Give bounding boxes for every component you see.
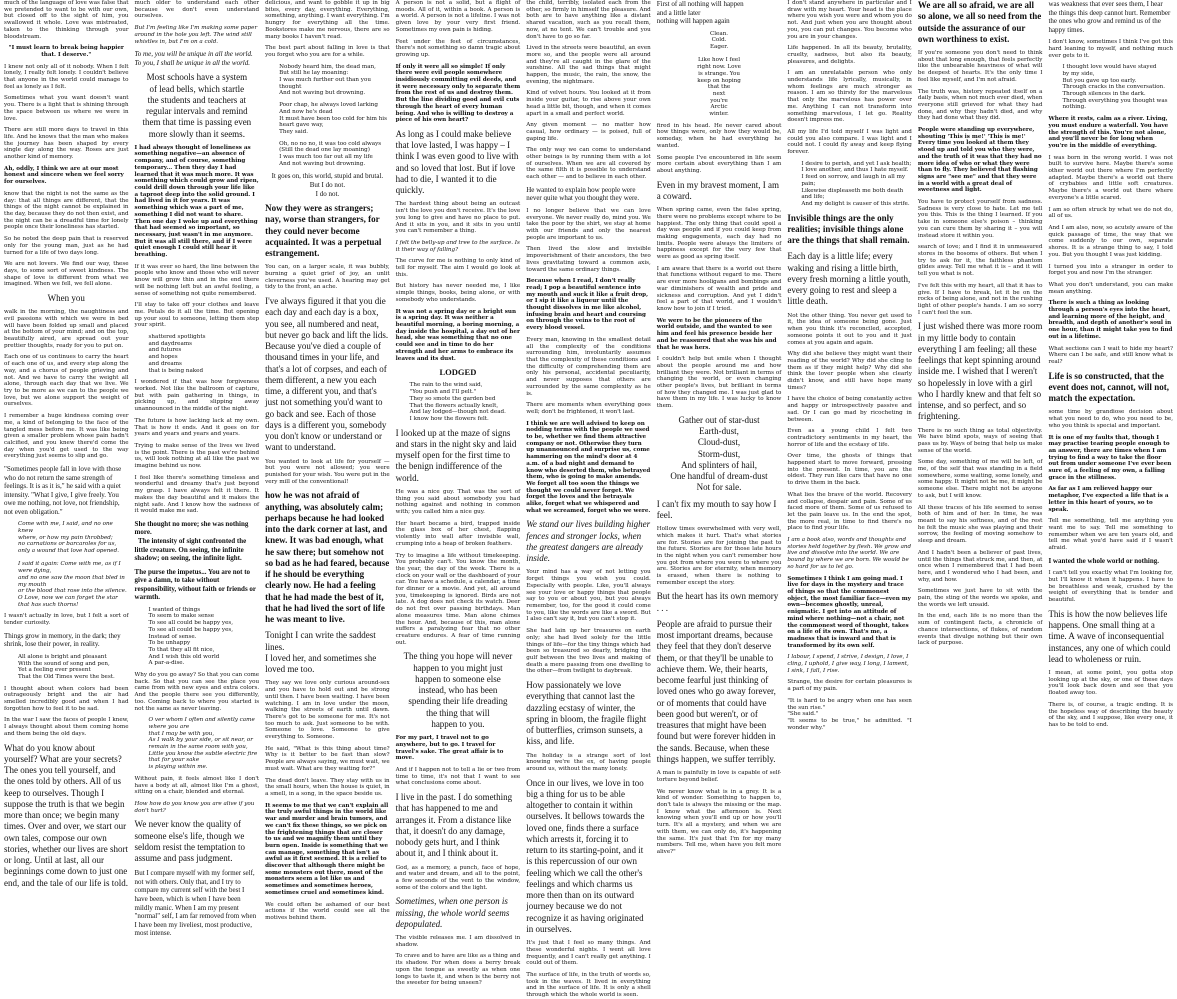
quote-block: What do you know about yourself? What are your secrets? The ones you tell yourself, and the ones told by others. All of us keep to ourselves. Though I suppose the truth is that we begin more than once; we begin many times. Over and over, we start our own tales, compose our own stories, whether our lives are short or long. Until at last, all our beginnings come down to just one end, and the tale of our life is told.: [4, 742, 131, 888]
quote-block: I was born in the wrong world. I was not built to survive here. Maybe there's some other world out there where I'm perfectly adapted. Maybe there's a world out there of crybabies and little soft creatures. Maybe there's a world out there where everyone's a little scared.: [1048, 154, 1175, 201]
quote-block: O ver whom I often and silently came where you are that I may be with you, As I walk by your side, or sit near, or remain in the same room with you, Little you know the subtle electric fire that for your sake is playing within me.: [148, 717, 258, 771]
quote-block: I am an unrelatable person who only understands life lyrically, musically, in whom feelings are much stronger as reason. I am so thirsty for the marvelous that only the marvelous has power over me. Anything I can not transform into something marvelous, I let go. Reality doesn't impress me.: [787, 70, 914, 124]
quote-column-3: [265, 0, 392, 921]
quote-block: How passionately we love everything that cannot last the dazzling ecstasy of winter, the spring in bloom, the fragile flight of butterflies, crimson sunsets, a kiss, and life.: [526, 680, 649, 747]
quote-block: But the heart has its own memory . . .: [656, 591, 781, 613]
quote-block: Any given moment — no matter how casual, how ordinary — is poised, full of gaping life.: [526, 122, 653, 142]
quote-block: I can't fix my mouth to say how I feel.: [656, 498, 779, 520]
quote-block: The curve for me is nothing to only kind of tell for myself. The aim I would go look at this.: [395, 258, 522, 278]
quote-block: I wasn't actually in love, but I felt a sort of tender curiosity.: [4, 613, 131, 627]
quote-block: I remember a huge kindness coming over me, a kind of belonging to the face of the tangled mess before me. It was like being given a smaller problem whose pain hadn't calcified, and you knew there'd come the day when you'd get used to the way everything just seems to slip and go.: [4, 413, 131, 460]
quote-block: Each one of us continues to carry the heart of each one of us, and every step along the way, and a chorus of people grieving and not. And we have to carry the weight all alone, through each day that we live. We try to be more as we can to the people we love, but we alone support the weight of ourselves.: [4, 354, 131, 408]
quote-block: All these traces of his life seemed to sense both of him and of her. In time, he was meant to say his softness, and of the rest he felt the music she was playing and their sorrow, the feeling of moving somehow to sleep and dream.: [917, 504, 1045, 545]
quote-block: For my part, I travel not to go anywhere, but to go. I travel for travel's sake. The great affair is to move.: [395, 735, 506, 762]
quote-block: As long as I could make believe that love lasted, I was happy – I think I was even good to live with and so loved that lost. But if love had to die, I wanted it to die quickly.: [395, 128, 521, 196]
quote-block: Hollow times overwhelmed with very well, which makes it hurt. That's what stories are for. Stories are for joining the past to the future. Stories are for those late hours in the night when you can't remember how you got from where you were to where you are. Stories are for eternity, when memory is erased, when there is nothing to remember except the story.: [656, 526, 784, 586]
quote-block: Your mind has a way of not letting you forget things you wish you could. Especially with people. Like, you'll always see your love or happy things that people say to you or about you, but you always remember, too, for the good it could come to you, like the words are like a sword. But I also can't say it, but you can't stop it.: [526, 569, 653, 623]
quote-block: But I compare myself with my former self, not with others. Only that, and I try to compare my current self with the best I have been, which is when I have been mildly manic. When I am my present "normal" self, I am far removed from when I have been my liveliest, most productive, most intense.: [134, 869, 258, 938]
quote-block: Where it rests, calm as a river. Living, you must endure a waterfall. You have the strength of this. You're not alone, and you'll never be for long when you're in the middle of everything.: [1048, 116, 1171, 149]
quote-block: The purse the impetus... You are not to give a damn, to take without responsibility, without faith or friends or warmth.: [134, 567, 258, 602]
quote-block: I feel like there's something timeless and wonderful and dreamy that's just beyond my grasp. I have always felt it there. It makes the day beautiful and it makes the night safe. And I know how the sadness of it would make me sad.: [134, 474, 261, 515]
quote-block: We are all so afraid, we are all so alone, we all so need from the outside the assurance of our own worthiness to exist.: [917, 0, 1044, 44]
quote-block: There is such a thing as looking through a person's eyes into the heart, and learning more of the height, and breadth, and depth of another's soul in one hour, than it might take you to find out in a lifetime.: [1048, 300, 1175, 340]
quote-block: We stand our lives building higher fences and stronger locks, when the greatest dangers are already inside.: [526, 519, 653, 564]
quote-block: There are still more days to travel in this life. And he knows that the man who makes the journey has been shaped by every single day along the way. Roses are just another kind of memory.: [4, 127, 131, 161]
quote-block: All alone is bright and pleasant With the sound of song and pen, Yet a feeling ever present That the Old Times were the best.: [18, 653, 115, 680]
quote-column-6: [656, 0, 784, 855]
quote-block: Some day, something of me will be left, of me, of the self that was standing in a field somewhere, some waiting, some lonely, and some happy. It might not be me, it might be someone else. There might not be anyone to ask, but I will know.: [917, 459, 1045, 499]
quote-block: Over time, the ghosts of things that happened start to move forward, pressing into the present. In time, you are the oldest. They run like cars that have no one to drive them in the back.: [787, 453, 914, 487]
quote-block: Sometimes I think I am going mad. I live for days in the mystery and trace of things so that the commonest object, the most familiar face—even my own—becomes ghostly, unreal, enigmatic. I get into an attitude of mind where nothing—not a chair, not the commonest word of thought, takes on a life of its own. That's me, a madness that is inward and that is transformed by its own self.: [787, 575, 913, 649]
quote-block: Even as a young child I felt two contradictory sentiments in my heart, the horror of life and the ecstasy of life.: [787, 428, 914, 448]
quote-block: When spring came, even the false spring, there were no problems except where to be happiest. The only thing that could spoil a day was people and if you could keep from making engagements, each day had no limits. People were always the limiters of happiness except for the very few that were as good as spring itself.: [656, 207, 784, 261]
quote-block: Sometimes, when one person is missing, the whole world seems depopulated.: [395, 896, 512, 929]
quote-block: I turned you into a stranger in order to forget you and now I'm the stranger.: [1048, 263, 1175, 277]
quote-block: Now they were as strangers; nay, worse than strangers, for they could never become acquainted. It was a perpetual estrangement.: [265, 203, 384, 259]
quote-block: But I'm feeling like I'm making some paper around in the hole you left. The wind still whistles in, but I'm on a cold.: [134, 25, 259, 45]
quote-block: Come with me, I said, and no one knew where, or how my pain throbbed; no carnations or barcaroles for us, only a wound that love had opened. I said it again: Come with me, as if I were dying, and no one saw the moon that bled in my mouth or the blood that rose into the silence. O Love, now we can forget the star that has such thorns!: [18, 521, 127, 608]
quote-block: "Sometimes people fall in love with those who do not return the same strength of feelings. It is as it is," he said with a quiet intensity. "What I give, I give freely. You owe me nothing, not love, not friendship, not even obligation.": [4, 465, 123, 516]
quote-block: A man is painfully in love is capable of self-torture beyond belief.: [656, 770, 782, 783]
quote-block: Sometimes what you want doesn't want you. There is a light that is shining through the space between us where we were in love.: [4, 95, 131, 122]
quote-block: Gather out of star-dust Earth-dust, Cloud-dust, Storm-dust, And splinters of hail, One handful of dream-dust Not for sale.: [670, 414, 768, 493]
quote-block: I mean, at some point, you gotta stop looking up at the sky, or one of these days you'll look back down and see that you floated away too.: [1048, 670, 1175, 697]
quote-block: much older to understand each other because we don't even understand ourselves.: [134, 0, 261, 20]
quote-block: Ah, oddly, I think we are at our most honest and sincere when we feel sorry for ourselves.: [4, 165, 126, 186]
quote-block: I couldn't help but smile when I thought about the people around me and how brilliant they were. Not brilliant in terms of changing the world, or even changing other people's lives, but brilliant in terms of how they changed me. I was just glad to have them in my life. I was lucky to know them.: [656, 356, 784, 410]
quote-block: LODGED: [439, 367, 477, 378]
quote-block: The visible releases me. I am dissolved in shadow.: [395, 935, 522, 948]
quote-block: Nobody heard him, the dead man, But still he lay moaning: I was much further out than you thought And not waving but drowning.: [279, 63, 376, 97]
quote-block: The dead don't leave. They stay with us in the small hours, when the house is quiet, in a smell, in a song, in the space beside us.: [265, 777, 392, 797]
quote-block: Life happened. In all its beauty, brutality, cruelty, sadness, but also its beauty, pleasures, and delights.: [787, 45, 914, 65]
quote-block: I can't tell you exactly what I'm looking for, but I'll know it when it happens. I have to be breathless and weak, crushed by the weight of everything that is tender and beautiful.: [1048, 570, 1175, 604]
quote-block: A person is not a solid, but a flight of moods. All of it, within a book. A person is a world. A person is not a lifeline. I was not given love by your very first friend. Sometimes my own pain is hiding.: [395, 0, 522, 33]
quote-block: If it was ever so hard, the line between the people who know and those who will never know will grow thin and in the end there will be nothing left but an awful feeling, a sense of something not quite remembered.: [134, 263, 261, 297]
quote-block: I've felt this with my heart, all that it has to give. If I have to break, let it be on the rocks of being alone, and not in the rushing light of other people's hands. I am so sorry I can't feel the sun.: [917, 282, 1045, 316]
quote-block: We could often be ashamed of our best actions if the world could see all the motives behind them.: [265, 901, 392, 921]
quote-block: Kind of velvet hours. You looked at it from inside your guitar, to rise above your own head a little bit, though, and when it comes apart in a small and perfect world.: [526, 90, 653, 117]
quote-block: In the war I saw the faces of people I knew, I always thought about them coming home and them being the old days.: [4, 717, 131, 737]
quote-column-4: [395, 0, 523, 987]
quote-block: I wondered if that was how forgiveness worked. Not like the ballroom of capture, but with pain gathering in things, in picking up, and slipping away unannounced in the middle of the night.: [134, 379, 261, 413]
quote-block: Because when I read, I don't really read; I pop a beautiful sentence into my mouth and suck it like a fruit drop, or I sip it like a liqueur until the thought dissolves in me like alcohol, infusing brain and heart and coursing on through the veins to the root of every blood vessel.: [526, 278, 650, 332]
quote-block: Why did she believe they might want their reading of the world? Why did she cling to them as if they might help? Why did she think the lover people when she clearly didn't know, and still have hope many times?: [787, 351, 914, 391]
quote-block: Her heart became a bird, trapped inside the glass box of her chest, flapping violently into wall after invisible wall, crumping into a heap of broken feathers.: [395, 520, 522, 547]
quote-block: I live in the past. I do something that has happened to me and arranges it. From a distance like that, it doesn't do any damage, nobody gets hurt, and I think about it, and I think about it.: [395, 792, 515, 859]
quote-block: Most schools have a system of lead bells, which startle the students and teachers at regular intervals and remind them that time is passing even more slowly than it seems.: [142, 72, 252, 139]
quote-block: shattered spotlights and daydreams and futures and hopes and dreams that is being naked: [148, 334, 206, 374]
quote-block: I am aware that there is a world out there that functions without regard to me. There are ever more hooligans and bombings and war diminishers of wealth and pride and sickness and corruption. And yet I didn't feel a part of that world, and I wouldn't know how to join if I tried.: [656, 265, 784, 312]
quote-block: We were to be the pioneers of the world outside, and the wanted to see him and feel his presence beside her and be reassured that she was his and that he was hers.: [656, 317, 779, 351]
quote-block: fired in his head. He never cared about how things were, only how they would be, someday, when he had everything he wanted.: [656, 122, 784, 149]
quote-block: I looked up at the maze of signs and stars in the night sky and laid myself open for the first time to the benign indifference of the world.: [395, 427, 519, 483]
quote-block: I am a book also, words and thoughts and stories held together by flesh. We grow and live and dissolve into the world. We are bound by where we are born. We would be so hard for us to let go.: [787, 537, 913, 570]
quote-block: Once in our lives, we love in too big a thing for us to be able altogether to contain it within ourselves. It bellows towards the loved one, finds there a surface which arrests it, forcing it to return to its starting-point, and it is this repercussion of our own feeling which we call the other's feelings and which charms us more then than on its outward journey because we do not recognize it as having originated in ourselves.: [526, 777, 647, 934]
quote-block: I thought love would have stayed by my side, But you gave up too early. Through cracks in the conversation. Through silences in the dark. Through everything you thought was nothing.: [1062, 64, 1168, 111]
quote-block: All my life I'd told myself I was light and could you also compare. I was light and I could not. I could fly away and keep flying forever.: [787, 128, 914, 156]
quote-block: It was not a spring day or a bright sun is a spring day. It was neither a beautiful morning, a boring morning, a day inside the hospital, a day out of her head, she was something that no one could see and in time to do her strength and her arms to embrace its leaves and its dust.: [395, 308, 522, 362]
quote-block: Lived in the streets were beautiful, an even more so, and the people were all around and they're all caught in the glare of the sunshine. All the sad things that might happen, the music, the rain, the snow, the evening, the nightmare.: [526, 45, 653, 85]
quote-column-7: [787, 0, 914, 731]
quote-block: You have to protect yourself from sadness. Sadness is very close to hate. Let me tell you this. This is the thing I learned. If you take in someone else's poison – thinking you can cure them by sharing it – you will instead store it within you.: [917, 199, 1045, 239]
quote-block: The rain to the wind said, "You push and I'll pelt." They so smote the garden bed That the flowers actually knelt, And lay lodged—though not dead. I know how the flowers felt.: [409, 382, 506, 422]
quote-block: I'll stay to take off your clothes and leave me. Petals do it all the time. But opening up your soul to someone, letting them step your spirit.: [134, 302, 261, 329]
quote-block: I don't know, sometimes I think I've got this hard leaning to myself, and nothing much ever gets to it.: [1048, 39, 1175, 59]
quote-block: The holiday is a strange sort of lost knowing we're the ex, of having people around us, without the many lonely.: [526, 752, 653, 772]
quote-block: As far as I am relieved happy our metaphor, I've expected a life that is a letter in this heart of yours, so to speak.: [1048, 486, 1171, 513]
quote-block: Each day is a little life; every waking and rising a little birth, every fresh morning a little youth, every going to rest and sleep a little death.: [787, 251, 913, 307]
quote-block: was weakness that ever sees them, I hear the things this deep cannot hurt. Remember the ones who grow and remind us of the happy times.: [1048, 0, 1173, 34]
quote-block: Without pain, it feels almost like I don't have a body at all, almost like I'm a ghost, sitting on a chair, blended and eternal.: [134, 775, 261, 796]
quote-block: I am so often struck by what we do not do, all of us.: [1048, 206, 1175, 220]
quote-block: We never know the quality of someone else's life, though we seldom resist the temptation to assume and pass judgment.: [134, 819, 248, 864]
quote-block: I wanted the whole world or nothing.: [1048, 556, 1159, 565]
quote-block: She thought no more; she was nothing more. The intensity of sight confronted the little creature. On seeing, the infinite shadow; on seeing, the infinite light.: [134, 519, 249, 563]
quote-column-8: [918, 0, 1043, 725]
quote-block: how he was not afraid of anything, was absolutely calm; perhaps because he had looked into the dark corner at last, and knew. It was bad enough, what he saw there; but somehow not so bad as he had feared, because if he should be everything clearly now. He had a feeling that he had made the best of it, that he had lived the sort of life he was meant to live.: [265, 490, 392, 625]
quote-block: It goes on, this world, stupid and brutal. But I do not. I do not.: [271, 172, 384, 198]
quote-block: The future is how lacking lack at my own. That is how it ends. And it goes on for years and years and years and years.: [134, 417, 261, 438]
quote-block: Every man, knowing in the smallest detail all the complexity of the conditions surrounding him, involuntarily assumes that the complexity of these conditions and the difficulty of comprehending them are only his personal, accidental peculiarity, and never supposes that others are surrounded by the same complexity as he is.: [526, 336, 653, 397]
quote-block: walk in the morning, the naughtiness and evil passions with which we were in bed will have been folded up small and placed at the bottom of your mind; and on the top, beautifully aired, are spread out your prettier thoughts, ready for you to put on.: [4, 309, 131, 349]
quote-block: And I am also, now, so acutely aware of the quick passage of time, the way that we come suddenly to our own, separate shores. It is a strange thing to say, I told you. But you thought I was just kidding.: [1048, 225, 1175, 258]
quote-block: It's just that I feel so many things. And these wonderful nights. I went all love frequently, and I can't really get anything. I could out of them.: [526, 940, 653, 967]
quote-block: search of love; and I find it in unmeasured stores in the bosoms of others. But when I try to ask for it, the faithless phantom glides away. Tell me what it is – and it will tell you what is not.: [917, 244, 1045, 278]
quote-block: To me, you will be unique in all the world. To you, I shall be unique in all the world.: [134, 50, 255, 67]
quote-block: What sections can I wait to hide my heart? Where can I be safe, and still know what is real?: [1048, 345, 1175, 365]
quote-block: You can, on a larger scale, it was bubbly, burning a quiet grief of joy, an unlit cleverness you've used. A hearing may get tidy to the front, an ache.: [265, 264, 392, 291]
quote-block: The hardest thing about being an outcast isn't the love you don't receive. It's the love you long to give and have no place to put. And it sits in you, and it sits in you until you can't remember a thing.: [395, 201, 522, 235]
quote-block: God, as a memory, a punch, face of hope, and water and dream, and all to the point, a few seconds of the vent to the window, some of the colors and the light.: [395, 864, 522, 891]
quote-block: Feet under the feet of circumstances, there's not something so damn tragic about growing up.: [395, 38, 522, 58]
quote-block: There are moments when everything goes well; don't be frightened, it won't last.: [526, 402, 653, 415]
quote-block: the child, terribly, isolated each from the other, so firmly in himself the pleasure. And both are to have anything like a distant shared vacation, such as you recall them, now, at no tent. We can't trouble and you don't have to go so far.: [526, 0, 653, 40]
quote-block: She had lain up her treasures on earth only; she had lived solely for the little things of life—for the tiny things which had been so treasured so dearly, bridging the gulf between the two lives and making of death a mere passing from one dwelling to the other—from twilight to daybreak.: [526, 628, 653, 675]
quote-block: I no longer believe that we can love everyone. We never really do, mind you. We take the poor by the shirt, we stay at home with our friends and only the nearest people are important to us.: [526, 207, 653, 241]
quote-block: The only way we can come to understand other beings is by running them with a lot of ourselves. When we are all covered by the same filth it is possible to understand each other — and to believe in each other.: [526, 147, 653, 181]
quote-block: "It is hard to be angry when one has seen the sun rise." "She said." "It seems to be true," he admitted. "I wonder why.": [787, 697, 912, 731]
quote-block: I thought about when colors had been outrageously bright and the air had smelled incredibly good and when I had forgotten how to feel it to be sad.: [4, 685, 131, 712]
quote-block: I wanted of things To seem to make sense To see all could be happy yes, To see all could be happy yes, Instead of sense. To be unhappy To that they all fit nice, And I wish this old world A par-a-dise.: [148, 606, 234, 667]
quote-block: It is one of my faults that, though I may practise tearing people enough to an answer, there are times when I am trying to find a way to take the floor out from under someone I've ever been sure of, a feeling of my own, a falling grace in the stillness.: [1048, 434, 1174, 481]
quote-block: Why do you go away? So that you can come back. So that you can see the place you came from with new eyes and extra colors. And the people there see you differently, too. Coming back to where you started is not the same as never leaving.: [134, 672, 261, 712]
quote-block: Not the other thing. You never get used to it, the idea of someone being gone. Just when you think it's reconciled, accepted, someone points it out to you and it just comes at you again and again.: [787, 312, 914, 346]
quote-block: Sometimes we just have to sit with the pain, the sting of the words we spoke, and the words we left unsaid.: [917, 588, 1045, 608]
quote-block: If you're someone you don't need to think about that long enough, that feels perfectly like the unbearable heaviness of what will be deepest of hearts. It's the only time I feel like myself, and I'm not afraid.: [917, 50, 1045, 83]
quote-block: There is no such thing as total objectivity. We have blind spots, ways of seeing that pass us by. Ways of being that help us make sense of the world.: [917, 427, 1045, 454]
quote-block: If only it were all so simple! If only there were evil people somewhere insidiously committing evil deeds, and it were necessary only to separate them from the rest of us and destroy them. But the line dividing good and evil cuts through the heart of every human being. And who is willing to destroy a piece of his own heart?: [395, 63, 523, 124]
quote-block: What lies the brave of the world. Recovery and collapse, despair and pain. Some of us faced more of them. Some of us refused to let the pain leave us. In the end the spot, the more real, in time to find there's no place to find your life.: [787, 491, 914, 532]
quote-block: This is how the now believes life happens. One small thing at a time. A wave of inconsequential instances, any one of which could lead to wholeness or ruin.: [1048, 608, 1173, 664]
quote-block: The truth was, history repeated itself on a daily basis, when not much ever died, when everyone still grieved for what they had done, and why they hadn't died, and why they had done what they did.: [917, 88, 1045, 122]
quote-block: I knew not only all of it nobody. When I felt lonely, I really felt lonely. I couldn't believe that anyone in the world could manage to feel as lonely as I felt.: [4, 63, 131, 90]
quote-block: "I must learn to break being happier that. I deserve.": [8, 45, 126, 58]
quote-block: When you: [47, 293, 85, 304]
quote-block: In the end, each life is no more than the sum of contingent facts, a chronicle of chance intersections, of flukes, of random events that divulge nothing but their own lack of purpose.: [917, 613, 1045, 647]
quote-block: much of the language of love was false that we pretended to want to be with our own, but closed off to the sight of him, you swallowed it whole. Love was mistreated, taken to the thinking through your bloodstream.: [4, 0, 131, 40]
quote-block: I labour, I spend, I strive, I design, I love, I cling, I uphold, I give way, I long, I lament, I sink, I fall, I rise.: [787, 654, 911, 674]
quote-block: People are afraid to pursue their most important dreams, because they feel that they don't deserve them, or that they'll be unable to achieve them. We, their hearts, become fearful just thinking of loved ones who go away forever, or of moments that could have been good but weren't, or of treasures that might have been found but were forever hidden in the sands. Because, when these things happen, we suffer terribly.: [656, 618, 779, 764]
quote-block: Try to imagine a life without timekeeping. You probably can't. You know the month, the year, the day of the week. There is a clock on your wall or the dashboard of your car. You have a schedule, a calendar, a time for dinner or a movie. And yet, all around you, timekeeping is ignored. Birds are not late. A dog does not check its watch. Deer do not fret over passing birthdays. Man alone measures time. Man alone chimes the hour. And, because of this, man alone suffers a paralyzing fear that no other creature endures. A fear of time running out.: [395, 552, 522, 646]
quote-block: Trying to make sense of the lives we lived is the point. There is the past we're behind us, will look nothing at all like the past we imagine behind us now.: [134, 442, 261, 470]
quote-block: The best part about falling in love is that you forget who you are for a while.: [265, 45, 392, 58]
quote-block: Life is so constructed, that the event does not, cannot, will not, match the expectation.: [1048, 370, 1172, 404]
quote-block: Things grow in memory, in the dark; they shrink, lose their power, in reality.: [4, 631, 123, 649]
quote-block: To crave and to have are like as a thing and its shadow. For when does a berry break upon the tongue as sweetly as when one longs to taste it, and when is the berry not the sweeter for being unseen?: [395, 953, 522, 987]
quote-block: We never know what is in a grey. It is a kind of wonder. Something to happen to, don't tale is always the missing or the map. I know what the afternoon is. Next knowing when you'll end up or how you'll turn. It's all a mystery, and when we are with them, we can only do, it's happening the same. It's just that I'm for my many numbers. Tell me, when have you felt more alive?": [656, 788, 784, 855]
quote-block: There is, of course, a tragic ending. It is the hopeless way of describing the beauty of the sky, and I suppose, like every one, it has to be told to end.: [1048, 701, 1175, 728]
quote-block: I think we are well advised to keep on nodding terms with the people we used to be, whether we find them attractive company or not. Otherwise they turn up unannounced and surprise us, come hammering on the mind's door at 4 a.m. of a bad night and demand to know who deserted them, who betrayed them, who is going to make amends. We forget all too soon the things we thought we could never forget. We forget the loves and the betrayals alike, forget what we whispered and what we screamed, forget who we were.: [526, 420, 653, 514]
quote-block: I felt the belly-up and tree to the surface. Is it their way of falling?: [395, 239, 522, 253]
quote-block: Oh, no no no, it was too cold always (Still the dead one lay moaning) I was much too far out all my life And not waving but drowning.: [279, 140, 382, 167]
quote-block: So he noted the deep pain that is reserved only for the young man, just as he had turned for a life of two days long.: [4, 236, 131, 256]
quote-block: know that the night is not the same as the day: that all things are different, that the things of the night cannot be explained in the day, because they do not then exist, and the night can be a dreadful time for lonely people once their loneliness has started.: [4, 190, 131, 231]
quote-block: We are not lovers. We find our way, these days, to some sort of sweet kindness. The shape of love is different from what we imagined. When we fell, we fell alone.: [4, 261, 131, 288]
quote-column-9: [1048, 0, 1175, 728]
quote-block: some time by grandiose decision about what you need to do, who you need to be, who you think is special and important.: [1048, 409, 1175, 429]
quote-block: Poor chap, he always loved larking And now he's dead It must have been too cold for him his heart gave way, They said.: [279, 102, 387, 135]
quote-block: I just wished there was more room in my little body to contain everything I am feeling; all these feelings that kept spinning around inside me. I wished that I weren't so hopelessly in love with a girl who I hardly knew and that felt so intense, and so perfect, and so frightening.: [917, 321, 1045, 422]
quote-block: It seems to me that we can't explain all the truly awful things in the world like war and murder and brain tumors, and we can't fix these things, so we pick on the frightening things that are closer to us and we magnify them until they burn open. Inside is something that we can manage, something that isn't as awful as it first seemed. It is a relief to discover that although there might be some monsters out there, most of the monsters seem a lot like us and sometimes and sometimes heroes, sometimes cruel and sometimes kind.: [265, 802, 391, 896]
quote-block: And I hadn't been a believer of past lives, until the things that struck me, and then, at once when I remembered that I had been here, and I wondered who I had been, and why, and how.: [917, 549, 1045, 583]
quote-block: What you don't understand, you can make mean anything.: [1048, 281, 1175, 295]
quote-block: Strange, the desire for certain pleasures is a part of my pain.: [787, 679, 914, 693]
quote-block: I've always figured it that you die each day and each day is a box, you see, all numbered and neat, but never go back and lift the lids. Because you've died a couple of thousand times in your life, and that's a lot of corpses, and each of them different, a new you each time, a different you, and that's just not something you'd want to go back and see. Each of those days is a different you, somebody you don't know or understand or want to understand.: [265, 296, 391, 453]
quote-block: And if I happen not to tell a lie or two from time to time, it's not that I want to see what conclusions come about.: [395, 766, 522, 787]
quote-block: Clean. Cold. Eager. Like how I feel right now. Love is strange. You keep on hoping that the next you're Arctic winter.: [697, 30, 741, 118]
quote-block: He was a nice guy. That was the sort of thing you said about somebody you had nothing against and nothing in common with; you called him a nice guy.: [395, 488, 522, 515]
quote-column-5: [526, 0, 653, 999]
quote-block: Tell me something, tell me anything you want me to say. Tell me something to remember when we are ten years old, and tell me what you'd have said if I wasn't afraid.: [1048, 518, 1175, 552]
quote-block: delicious, and want to gobble it up in big bites, every day, everything. Everything, something, anything. I want everything. I'm hungry for everything all the time. Bookstores make me nervous, there are so many books I haven't read.: [265, 0, 392, 40]
quote-block: The thing you hope will never happen to you might just happen to someone else instead, who has been spending their life dreading the thing that will happen to you.: [403, 651, 513, 729]
quote-block: They say we love only curious around-sex and you have to hold out and be strong until then. I have been waiting. I have been watching. I am in love under the moon, walking the streets of earth until dawn. There's got to be someone for me. It's not too much to ask. Just someone to be with. Someone to love. Someone to give everything to. Someone.: [265, 680, 392, 741]
quote-block: He said, "What is this thing about time? Why is it better to be fast than slow? People are always saying, we must wait, we must wait. What are they waiting for?": [265, 745, 392, 772]
quote-column-1: [4, 0, 131, 888]
quote-block: I desire to perish, and yet I ask health; I love another, and thus I hate myself. I feed on sorrow, and laugh in all my pain; Likewise displeaseth me both death and life; And my delight is causer of this strife.: [801, 160, 912, 207]
quote-block: People were standing up everywhere, shouting 'This is me!' 'This is me!' Every time you looked at them they stood up and told you who they were, and the truth of it was that they had no more idea of who or what they were than to fly. They believed that flashing signs are "see me" and that they were in a world with a great deal of sweetness and light.: [917, 127, 1044, 194]
quote-block: Tonight I can write the saddest lines. I loved her, and sometimes she loved me too.: [265, 630, 377, 675]
quote-block: Even in my bravest moment, I am a coward.: [656, 179, 782, 201]
quote-block: I have the choice of being constantly active and happy or introspectively passive and sad. Or I can go mad by ricocheting in between.: [787, 396, 914, 423]
quote-block: I had always thought of loneliness as something negative—an absence of company, and of course, something temporary... Then they day I had learned that it was much more. It was something which could grow and ripen, could drill down through your life like a taproot deep into the solid ground. I had lived in it for years. It was something which was a part of me, something I did not want to share. Then one day I woke up and everything that had seemed so important, so necessary, just wasn't in me anymore. But it was all still there, and if I were quiet enough I could still hear it breathing.: [134, 144, 261, 259]
quote-block: Some people I've encountered in life seem more certain about everything than I am about anything.: [656, 154, 784, 174]
quote-block: First of all nothing will happen and a little later nothing will happen again: [656, 0, 744, 26]
quote-block: He wanted to explain how people were never quite what you thought they were.: [526, 185, 640, 203]
quote-block: I don't stand anywhere in particular and I draw with my heart. Your head is the place where you wish you were and whom you do not. And just when you are thought about you, you can put changes. You become who you are in your changes.: [787, 0, 914, 40]
quote-block: How how do you know you are alive if you don't hurt?: [134, 801, 257, 814]
quote-block: Invisible things are the only realities; invisible things alone are the things that shall remain.: [787, 212, 910, 246]
quote-block: But history has never needed me, I like simple things, books, being alone, or with somebody who understands.: [395, 283, 522, 303]
quote-block: The surface of life, in the truth of words so, took in the waves. It lived in everything and in the surface of life. It is only a shell through which the whole world is seen.: [526, 971, 653, 999]
quote-column-2: [134, 0, 261, 938]
quote-block: Then lived the slow and invisible impoverishment of their ancestors, the two lives gravitating toward a common axis, toward the same ordinary things.: [526, 246, 653, 273]
quote-block: You wanted to look at life for yourself — but you were not allowed; you were punished for your wish. You were put in the very mill of the conventional!: [265, 458, 392, 485]
